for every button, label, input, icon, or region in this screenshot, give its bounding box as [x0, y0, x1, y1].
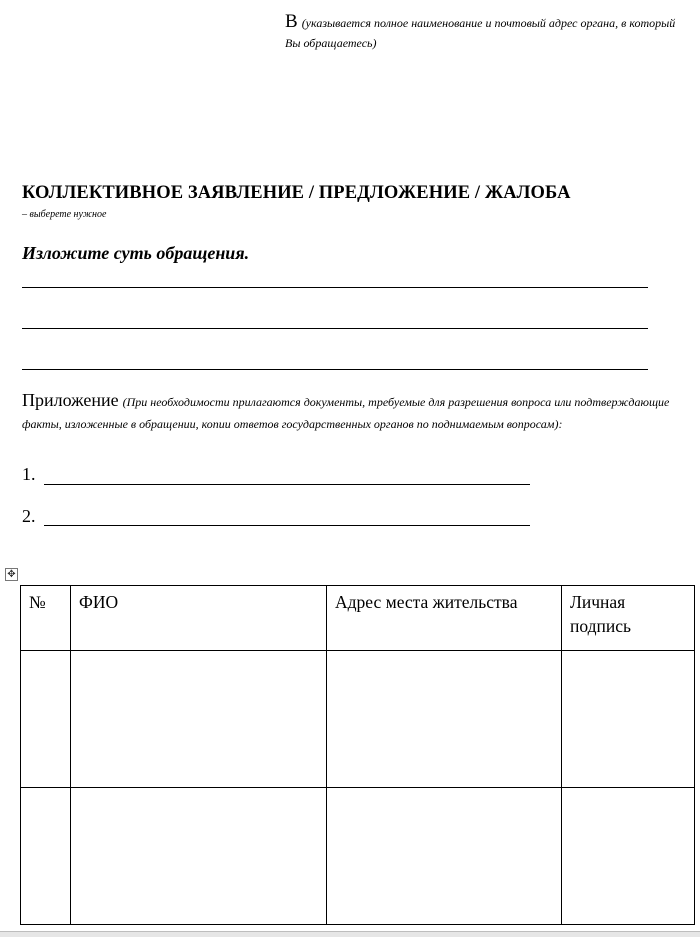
attachment-item-number-1: 1.: [22, 464, 36, 484]
appeal-line-1[interactable]: [22, 287, 648, 288]
addressee-block: [285, 12, 685, 53]
addressee-hint: (указывается полное наименование и почтовый адрес органа, в который Вы обращаетесь): [285, 16, 676, 50]
appeal-heading: Изложите суть обращения.: [22, 243, 250, 263]
table-row: [21, 788, 695, 925]
table-row: [21, 651, 695, 788]
attachment-item-line-2[interactable]: [44, 525, 530, 526]
appeal-line-2[interactable]: [22, 328, 648, 329]
cell-number[interactable]: [21, 651, 71, 788]
appeal-line-3[interactable]: [22, 369, 648, 370]
cell-full-name[interactable]: [71, 651, 327, 788]
header-full-name: ФИО: [71, 586, 327, 651]
addressee-prefix: В: [285, 11, 298, 32]
table-header-row: [21, 586, 695, 651]
cell-signature[interactable]: [562, 651, 695, 788]
move-cross-icon[interactable]: ✥: [5, 568, 18, 581]
attachment-item-number-2: 2.: [22, 506, 36, 526]
cell-full-name[interactable]: [71, 788, 327, 925]
cell-address[interactable]: [327, 651, 562, 788]
header-signature: Личная подпись: [562, 586, 695, 651]
document-title: КОЛЛЕКТИВНОЕ ЗАЯВЛЕНИЕ / ПРЕДЛОЖЕНИЕ / ЖАЛОБА: [22, 183, 571, 203]
attachment-item-line-1[interactable]: [44, 484, 530, 485]
signatures-table: [20, 585, 695, 925]
header-address: Адрес места жительства: [327, 586, 562, 651]
page-bottom-edge: [0, 931, 700, 937]
attachment-label: Приложение: [22, 390, 119, 410]
cell-number[interactable]: [21, 788, 71, 925]
cell-signature[interactable]: [562, 788, 695, 925]
attachment-note: (При необходимости прилагаются документы, требуемые для разрешения вопроса или подтверждающие факты, изложенные в обращении, копии ответов государственных органов по поднимаемым вопросам):: [22, 395, 670, 431]
header-number: №: [21, 586, 71, 651]
document-subtitle: – выберете нужное: [22, 209, 107, 220]
cell-address[interactable]: [327, 788, 562, 925]
attachment-block: [22, 390, 694, 435]
